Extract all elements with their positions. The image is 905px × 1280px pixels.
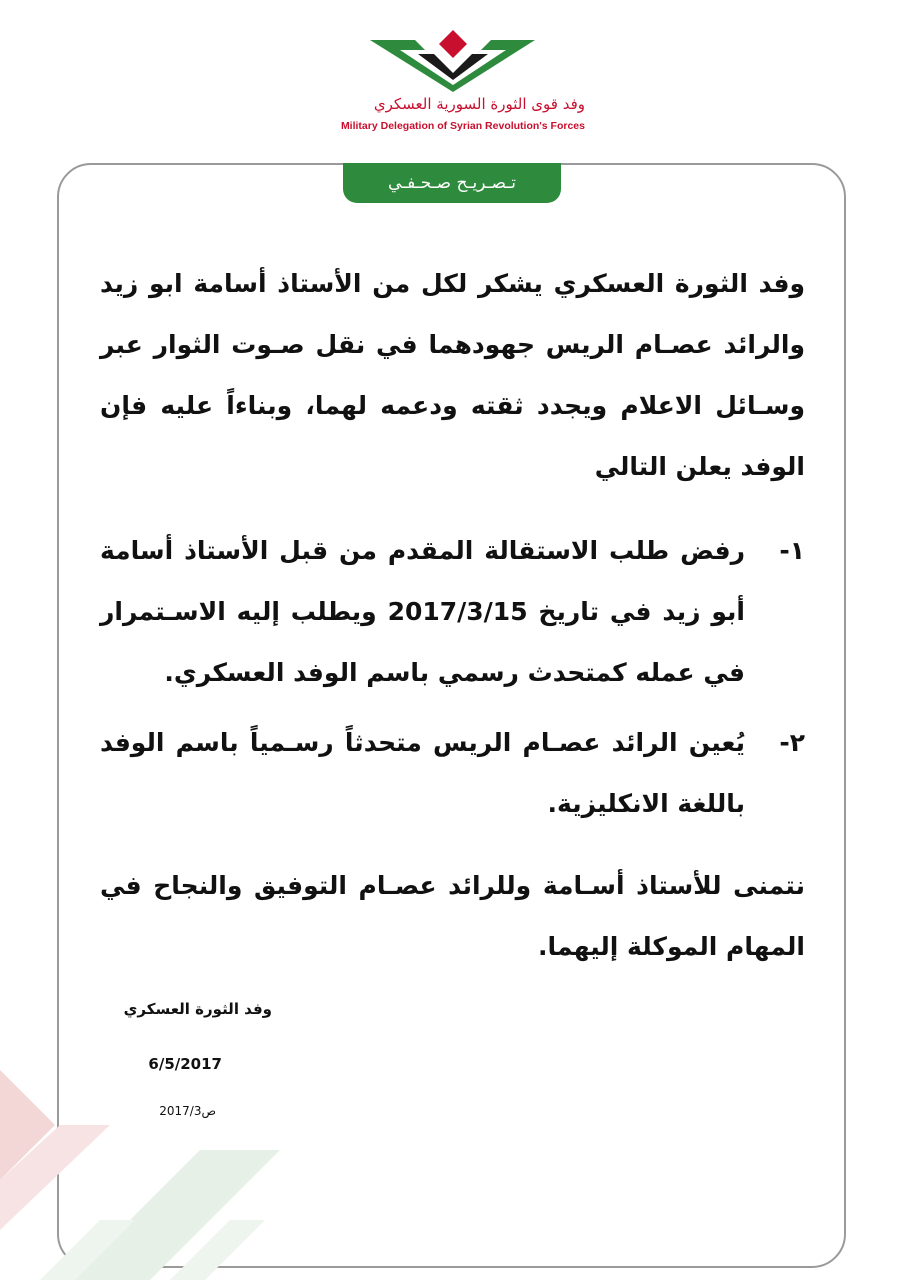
statement-date: 6/5/2017 [148, 1055, 222, 1073]
reference-number: ص2017/3 [159, 1104, 216, 1118]
statement-intro: وفد الثورة العسكري يشكر لكل من الأستاذ أسامة ابو زيد والرائد عصـام الريس جهودهما في نقل صـوت الثوار عبر وسـائل الاعلام ويجدد ثقته ودعمه لهما، وبناءاً عليه فإن الوفد يعلن التالي [100, 269, 805, 481]
press-statement-badge: تـصـريـح صـحـفـي [343, 163, 561, 203]
org-name-arabic: وفد قوى الثورة السورية العسكري [373, 95, 585, 113]
org-name-english: Military Delegation of Syrian Revolution's Forces [340, 120, 585, 132]
statement-closing: نتمنى للأستاذ أسـامة وللرائد عصـام التوفيق والنجاح في المهام الموكلة إليهما. [100, 871, 805, 961]
list-item-number: ١- [779, 536, 805, 565]
delegation-logo-icon [370, 30, 535, 95]
list-item-text: رفض طلب الاستقالة المقدم من قبل الأستاذ أسامة أبو زيد في تاريخ 2017/3/15 ويطلب إليه الاسـتمرار في عمله كمتحدث رسمي باسم الوفد العسكري. [100, 536, 745, 687]
list-item-text: يُعين الرائد عصـام الريس متحدثاً رسـمياً باسم الوفد باللغة الانكليزية. [100, 728, 745, 818]
list-item-number: ٢- [779, 728, 805, 757]
signature: وفد الثورة العسكري [123, 1000, 272, 1018]
